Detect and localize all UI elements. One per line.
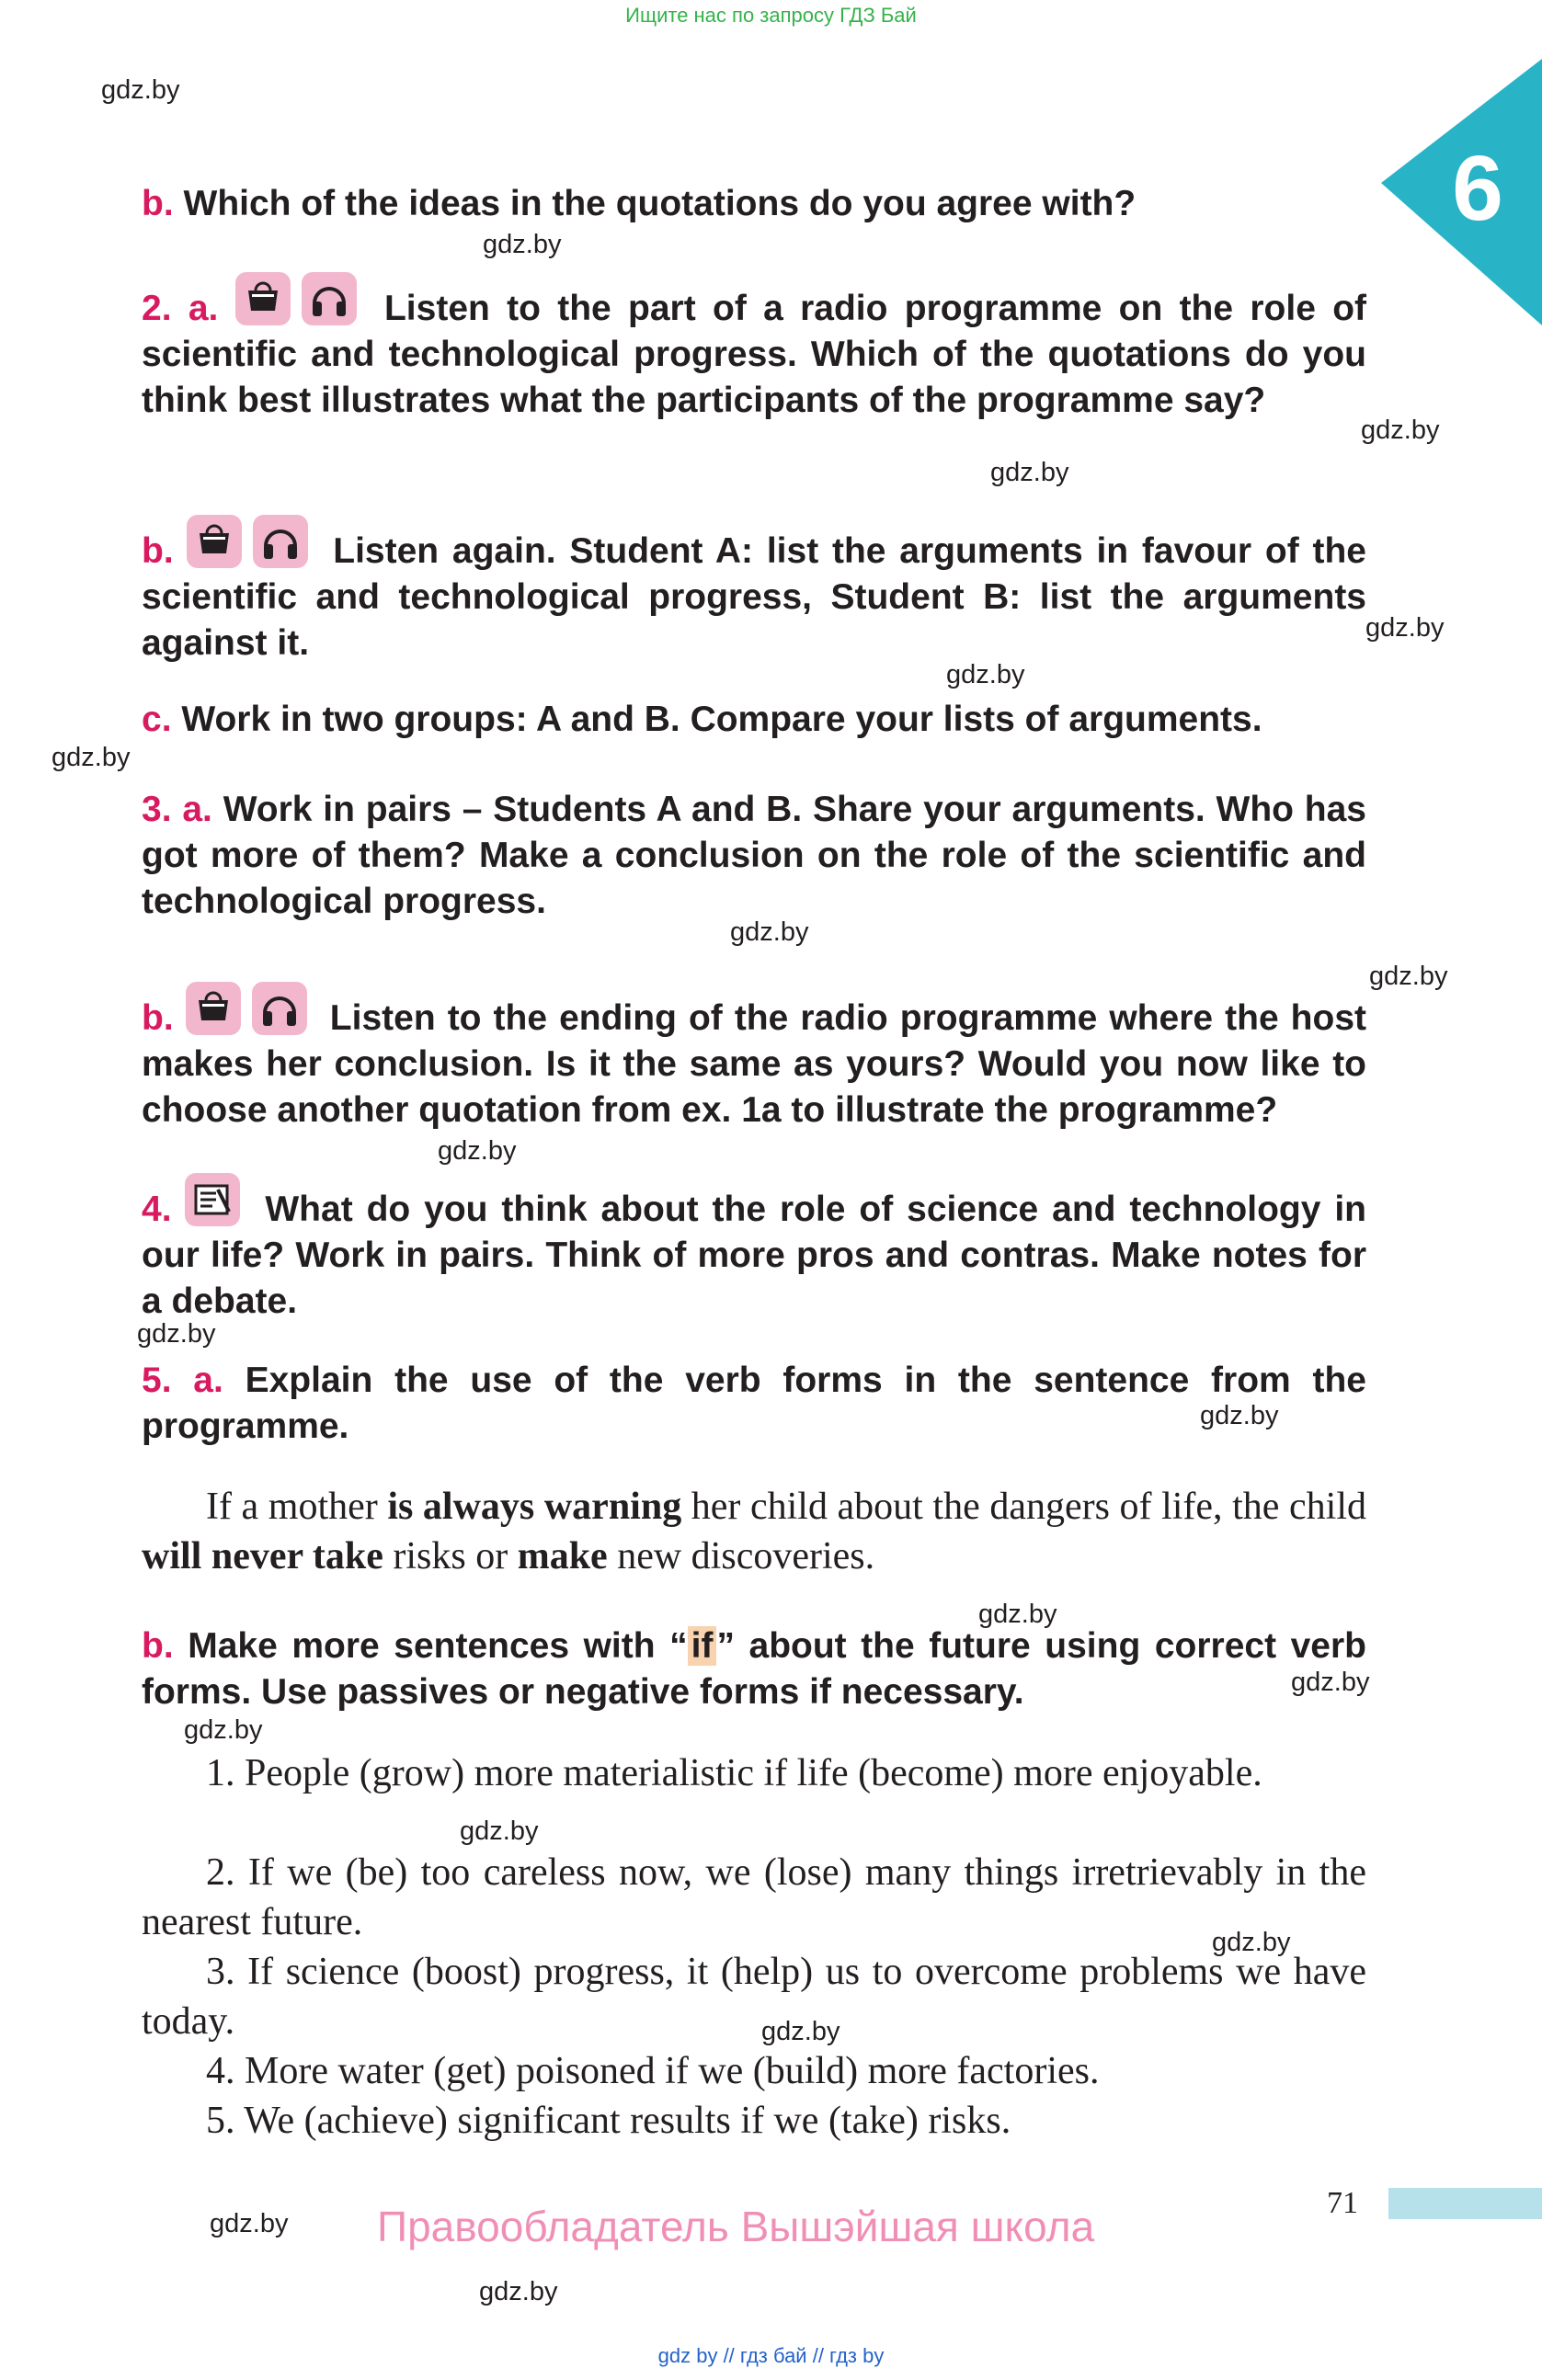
task-marker: b. [142,531,174,571]
headphones-icon [253,515,308,568]
headphones-icon [252,982,307,1035]
watermark: gdz.by [479,2277,558,2306]
bottom-site-note: gdz by // гдз бай // гдз by [657,2344,885,2367]
cd-icon [235,272,291,325]
task-text: Which of the ideas in the quotations do you agree with? [183,184,1137,223]
headphones-icon [302,272,357,325]
task-5b [142,1623,1366,1715]
watermark: gdz.by [101,75,180,105]
task-text: Work in pairs – Students A and B. Share your arguments. Who has got more of them? Make a conclusion on the role of the scientific and technological progress. [142,790,1366,921]
exercise-sentence: 5. We (achieve) significant results if we (take) risks. [206,2100,1011,2142]
task-text: Listen to the ending of the radio programme where the host makes her conclusion. Is it the same as yours? Would you now like to choose another quotation from ex. 1a to illustrate the programme? [142,998,1367,1130]
unit-number: 6 [1452,137,1503,240]
page-number: 71 [1327,2186,1358,2220]
watermark: gdz.by [761,2017,840,2046]
top-site-note: Ищите нас по запросу ГДЗ Бай [625,4,917,27]
task-2c [142,697,1366,743]
cd-icon [186,982,241,1035]
exercise-sentence: 3. If science (boost) progress, it (help) us to overcome problems we have today. [142,1951,1366,2043]
task-3b [142,982,1366,1133]
notes-icon [185,1173,240,1226]
task-1b [142,181,1366,227]
copyright-notice: Правообладатель Вышэйшая школа [377,2203,1095,2250]
watermark: gdz.by [946,660,1025,689]
task-text: Listen to the part of a radio programme on the role of scientific and technological progress. Which of the quotations do you think best illustrates what the participants of the programme say? [142,289,1367,420]
watermark: gdz.by [1365,613,1445,643]
watermark: gdz.by [137,1319,216,1349]
task-text: Explain the use of the verb forms in the sentence from the programme. [142,1361,1366,1446]
task-2a [142,272,1366,424]
watermark: gdz.by [1212,1928,1291,1957]
watermark: gdz.by [460,1816,539,1846]
task-marker: b. [142,1626,174,1666]
task-text: Make more sentences with “ if ” about the future using correct verb forms. Use passives or negative forms if necessary. [142,1626,1366,1712]
task-text: Work in two groups: A and B. Compare your lists of arguments. [181,700,1262,739]
task-5a [142,1358,1366,1450]
task-text: What do you think about the role of science and technology in our life? Work in pairs. Think of more pros and contras. Make notes for a debate. [142,1190,1366,1321]
watermark: gdz.by [1291,1668,1370,1697]
exercise-sentence: 4. More water (get) poisoned if we (build) more factories. [206,2050,1100,2092]
task-3a [142,787,1366,925]
watermark: gdz.by [730,917,809,947]
task-marker: b. [142,998,174,1038]
watermark: gdz.by [1200,1401,1279,1430]
watermark: gdz.by [483,230,562,259]
watermark: gdz.by [51,743,131,772]
exercise-sentence: 2. If we (be) too careless now, we (lose) many things irretrievably in the nearest future. [142,1851,1366,1943]
exercise-sentence: 1. People (grow) more materialistic if life (become) more enjoyable. [206,1752,1262,1794]
task-marker: 5. a. [142,1361,223,1400]
task-text: Listen again. Student A: list the arguments in favour of the scientific and technological progress, Student B: list the arguments against it. [142,531,1366,663]
watermark: gdz.by [438,1136,517,1166]
task-marker: c. [142,700,172,739]
task-4 [142,1173,1366,1325]
watermark: gdz.by [210,2209,289,2238]
task-marker: 3. a. [142,790,212,829]
task-marker: b. [142,184,174,223]
watermark: gdz.by [978,1600,1057,1629]
watermark: gdz.by [990,458,1069,487]
watermark: gdz.by [184,1715,263,1745]
task-marker: 4. [142,1190,172,1229]
page-number-bar [1388,2188,1542,2219]
watermark: gdz.by [1369,962,1448,991]
watermark: gdz.by [1361,416,1440,445]
cd-icon [187,515,242,568]
task-marker: 2. a. [142,289,219,328]
example-sentence: If a mother is always warning her child about the dangers of life, the child will never take risks or make new discoveries. [142,1486,1366,1577]
task-2b [142,515,1366,666]
highlighted-word: if [688,1626,717,1666]
